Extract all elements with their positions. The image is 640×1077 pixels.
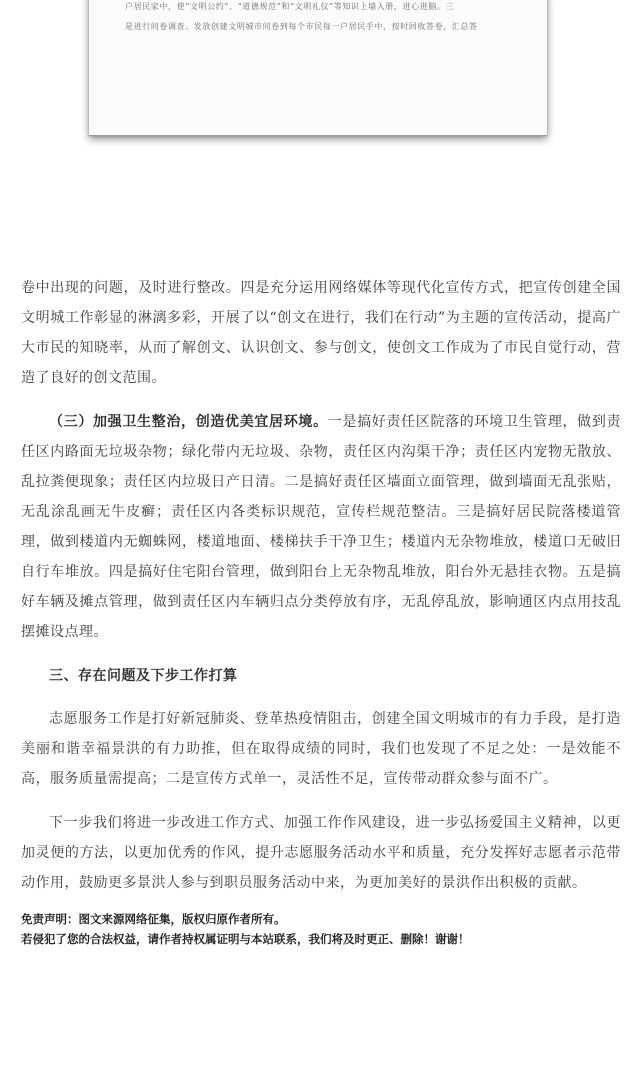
article-body (21, 273, 621, 912)
document-photo (0, 0, 640, 165)
disclaimer-line-1: 免责声明：图文来源网络征集，版权归原作者所有。 (21, 912, 286, 926)
paragraph-publicity: 卷中出现的问题，及时进行整改。四是充分运用网络媒体等现代化宣传方式，把宣传创建全国文明城工作彰显的淋漓多彩，开展了以“创文在进行，我们在行动”为主题的宣传活动，提高广大市民的知晓率，从而了解创文、认识创文、参与创文，使创文工作成为了市民自觉行动，营造了良好的创文范围。 (21, 280, 621, 386)
paragraph-problems: 志愿服务工作是打好新冠肺炎、登革热疫情阻击，创建全国文明城市的有力手段，是打造美丽和谐幸福景洪的有力助推，但在取得成绩的同时，我们也发现了不足之处：一是效能不高，服务质量需提高；二是宣传方式单一，灵活性不足，宣传带动群众参与面不广。 (21, 711, 621, 787)
paragraph-sanitation-body: 一是搞好责任区院落的环境卫生管理，做到责任区内路面无垃圾杂物；绿化带内无垃圾、杂物，责任区内沟渠干净；责任区内宠物无散放、乱拉粪便现象；责任区内垃圾日产日清。二是搞好责任区墙面立面管理，做到墙面无乱张贴，无乱涂乱画无牛皮癣；责任区内各类标识规范，宣传栏规范整洁。三是搞好居民院落楼道管理，做到楼道内无蜘蛛网，楼道地面、楼梯扶手干净卫生；楼道内无杂物堆放，楼道口无破旧自行车堆放。四是搞好住宅阳台管理，做到阳台上无杂物乱堆放，阳台外无悬挂衣物。五是搞好车辆及摊点管理，做到责任区内车辆归点分类停放有序，无乱停乱放，影响通区内点用技乱摆摊设点理。 (21, 414, 621, 640)
paragraph-next-steps: 下一步我们将进一步改进工作方式、加强工作作风建设，进一步弘扬爱国主义精神，以更加灵便的方法，以更加优秀的作风，提升志愿服务活动水平和质量，充分发挥好志愿者示范带动作用，鼓励更多景洪人参与到职员服务活动中来，为更加美好的景洪作出积极的贡献。 (21, 815, 621, 891)
document-sheet (89, 0, 547, 136)
document-line-2: 是进行问卷调查。发放创建文明城市问卷到每个市民每一户居民手中，按时回收答卷，汇总答 (125, 22, 478, 31)
paragraph-sanitation (21, 407, 621, 647)
disclaimer (21, 909, 621, 949)
disclaimer-line-2: 若侵犯了您的合法权益，请作者持权属证明与本站联系，我们将及时更正、删除！谢谢！ (21, 932, 470, 946)
paragraph-sanitation-lead: （三）加强卫生整治，创造优美宜居环境。 (49, 414, 328, 430)
section-heading-problems: 三、存在问题及下步工作打算 (49, 668, 238, 684)
document-line-1: 户居民家中，使“文明公约”、“道德规范”和“文明礼仪”等知识上墙入册，进心进脑。三 (125, 2, 455, 11)
